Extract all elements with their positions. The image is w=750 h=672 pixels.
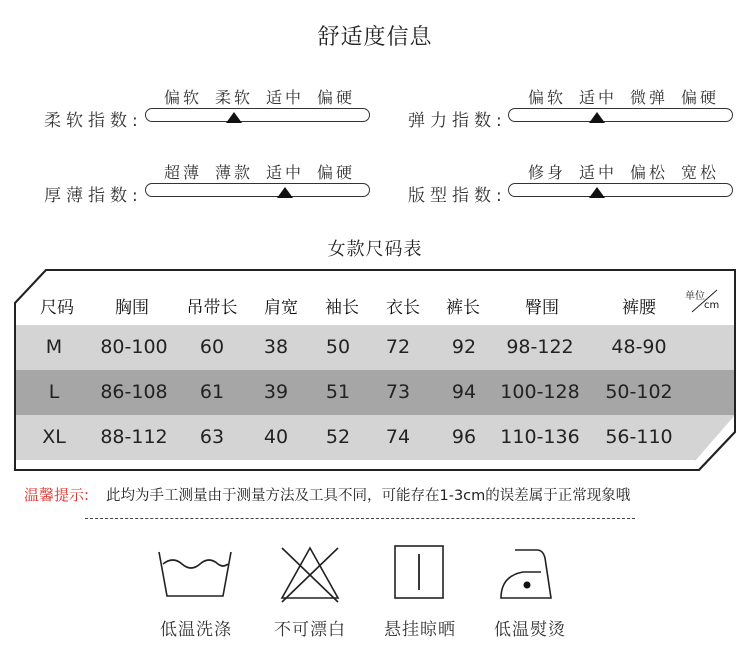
cell-l-strap: 61 xyxy=(199,381,225,403)
header-pants-length: 裤长 xyxy=(446,298,480,318)
cell-xl-sleeve: 52 xyxy=(325,426,351,448)
fit-scale-bar xyxy=(508,183,733,197)
table-row-xl-corner xyxy=(695,415,735,461)
softness-option-3: 偏硬 xyxy=(317,88,356,107)
fit-index-label: 版型指数: xyxy=(408,186,507,206)
elasticity-option-0: 偏软 xyxy=(528,88,567,107)
fit-option-0: 修身 xyxy=(528,163,567,182)
iron-low-icon xyxy=(497,546,555,602)
thickness-scale-bar xyxy=(145,183,370,197)
cell-l-hip: 100-128 xyxy=(500,381,580,403)
unit-slash xyxy=(690,285,720,315)
header-top-length: 衣长 xyxy=(386,298,420,318)
comfort-title: 舒适度信息 xyxy=(317,25,433,50)
cell-xl-hip: 110-136 xyxy=(500,426,580,448)
care-label-bleach: 不可漂白 xyxy=(274,620,346,640)
wash-basin-icon xyxy=(155,546,235,601)
cell-xl-pants: 96 xyxy=(451,426,477,448)
tip-text: 此均为手工测量由于测量方法及工具不同，可能存在1-3cm的误差属于正常现象哦 xyxy=(106,488,631,504)
cell-l-length: 73 xyxy=(385,381,411,403)
cell-m-hip: 98-122 xyxy=(506,336,574,358)
unit-value: cm xyxy=(704,300,720,311)
cell-l-size: L xyxy=(48,381,60,403)
cell-m-bust: 80-100 xyxy=(100,336,168,358)
cell-xl-waist: 56-110 xyxy=(605,426,673,448)
elasticity-option-3: 偏硬 xyxy=(681,88,720,107)
header-size: 尺码 xyxy=(40,298,74,318)
care-label-dry: 悬挂晾晒 xyxy=(384,620,456,640)
fit-option-3: 宽松 xyxy=(681,163,720,182)
cell-xl-bust: 88-112 xyxy=(100,426,168,448)
elasticity-option-1: 适中 xyxy=(579,88,618,107)
softness-option-1: 柔软 xyxy=(215,88,254,107)
cell-m-length: 72 xyxy=(385,336,411,358)
thickness-index-label: 厚薄指数: xyxy=(44,186,143,206)
cell-m-strap: 60 xyxy=(199,336,225,358)
cell-l-waist: 50-102 xyxy=(605,381,673,403)
softness-index-label: 柔软指数: xyxy=(44,111,143,131)
cell-l-bust: 86-108 xyxy=(100,381,168,403)
divider xyxy=(85,518,635,519)
cell-xl-size: XL xyxy=(42,426,66,448)
cell-m-waist: 48-90 xyxy=(611,336,667,358)
header-bust: 胸围 xyxy=(115,298,149,318)
thickness-option-2: 适中 xyxy=(266,163,305,182)
header-strap-length: 吊带长 xyxy=(186,298,238,318)
cell-m-sleeve: 50 xyxy=(325,336,351,358)
thickness-option-1: 薄款 xyxy=(215,163,254,182)
cell-l-pants: 94 xyxy=(451,381,477,403)
elasticity-index-label: 弹力指数: xyxy=(408,111,507,131)
care-label-iron: 低温熨烫 xyxy=(494,620,566,640)
cell-m-shoulder: 38 xyxy=(263,336,289,358)
care-label-wash: 低温洗涤 xyxy=(160,620,232,640)
header-sleeve: 袖长 xyxy=(325,298,359,318)
fit-option-2: 偏松 xyxy=(630,163,669,182)
softness-scale-bar xyxy=(145,108,370,122)
size-table-title: 女款尺码表 xyxy=(327,239,423,260)
hang-dry-icon xyxy=(393,544,445,600)
elasticity-option-2: 微弹 xyxy=(630,88,669,107)
elasticity-scale-bar xyxy=(508,108,733,122)
header-waist: 裤腰 xyxy=(622,298,656,318)
cell-l-sleeve: 51 xyxy=(325,381,351,403)
fit-scale-marker xyxy=(589,187,605,198)
header-shoulder: 肩宽 xyxy=(264,298,298,318)
cell-m-pants: 92 xyxy=(451,336,477,358)
elasticity-scale-marker xyxy=(589,112,605,123)
header-hip: 臀围 xyxy=(525,298,559,318)
cell-l-shoulder: 39 xyxy=(263,381,289,403)
thickness-scale-marker xyxy=(277,187,293,198)
thickness-option-3: 偏硬 xyxy=(317,163,356,182)
tip-label: 温馨提示: xyxy=(24,486,90,504)
no-bleach-icon xyxy=(278,544,342,604)
softness-scale-marker xyxy=(226,112,242,123)
fit-option-1: 适中 xyxy=(579,163,618,182)
cell-xl-shoulder: 40 xyxy=(263,426,289,448)
thickness-option-0: 超薄 xyxy=(164,163,203,182)
unit-label: 单位 xyxy=(685,291,705,302)
softness-option-2: 适中 xyxy=(266,88,305,107)
cell-xl-strap: 63 xyxy=(199,426,225,448)
cell-xl-length: 74 xyxy=(385,426,411,448)
softness-option-0: 偏软 xyxy=(164,88,203,107)
cell-m-size: M xyxy=(45,336,63,358)
